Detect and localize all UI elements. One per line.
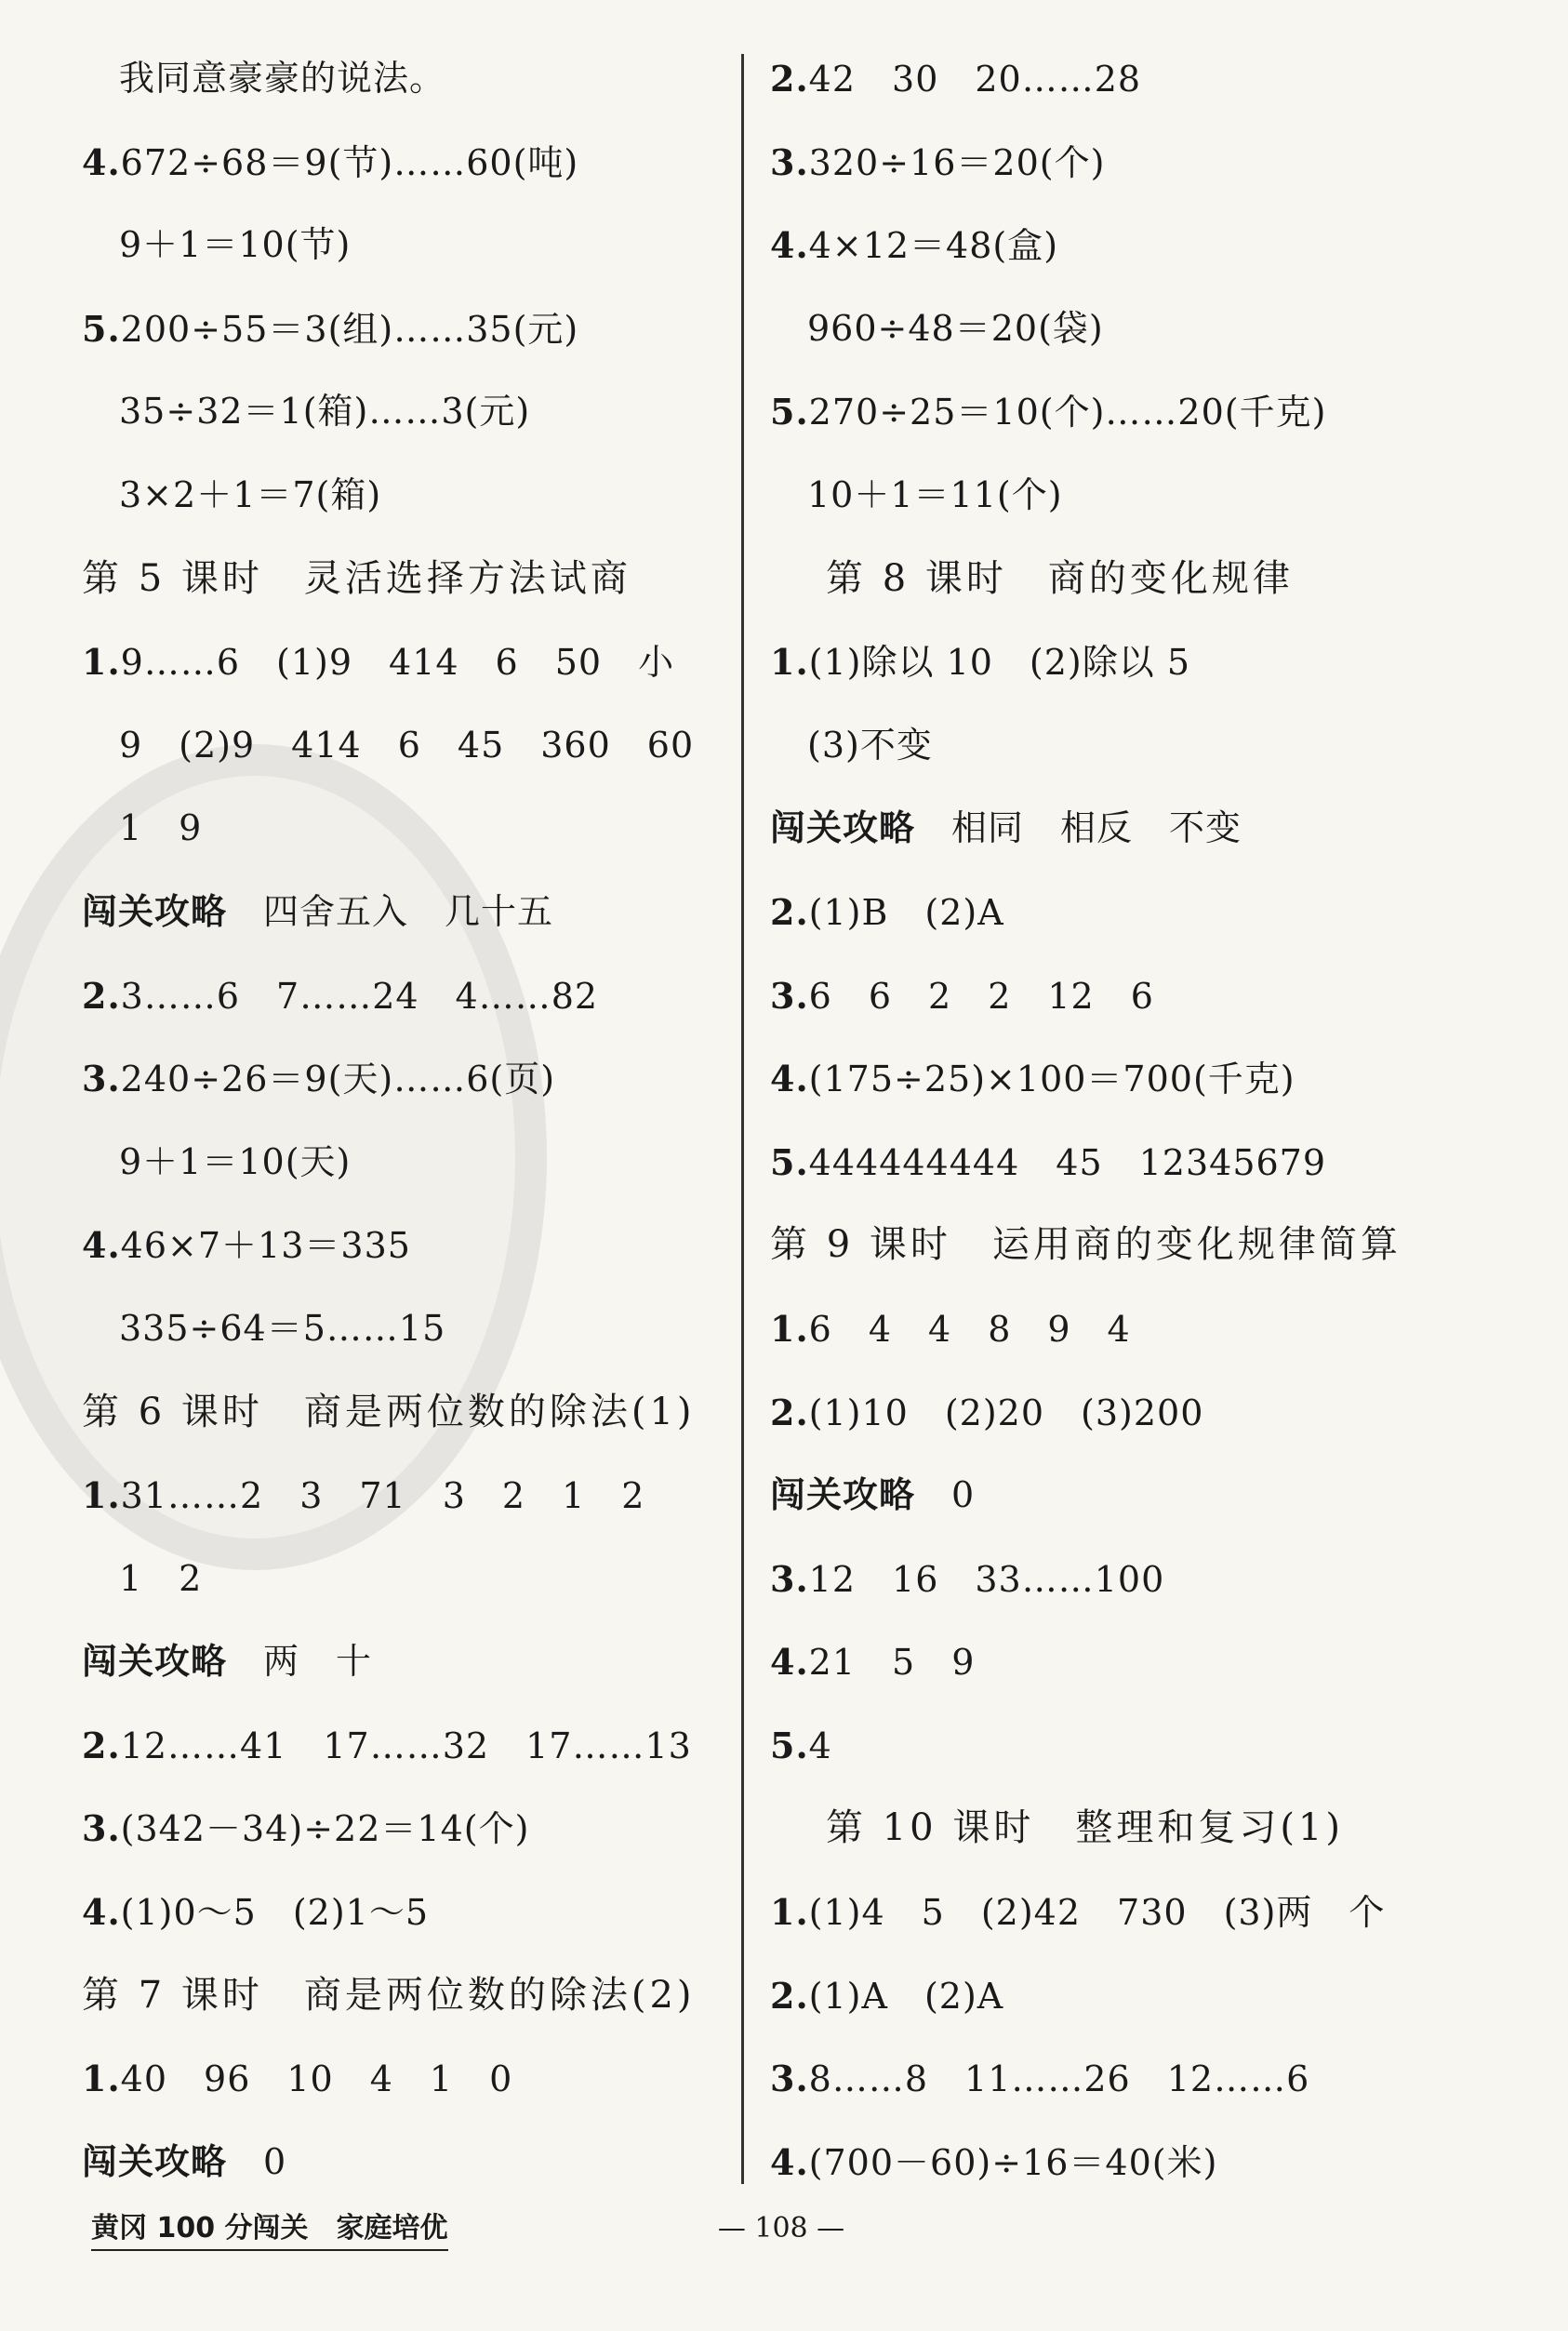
item-number: 2. [770,1974,809,2017]
strategy-line [82,871,733,954]
answer-item [770,1287,1440,1371]
answer-item [770,1704,1440,1788]
item-answer: 21 5 9 [808,1642,976,1684]
answer-item [770,1620,1440,1704]
answer-item [82,1871,733,1954]
item-number: 3. [770,974,809,1017]
answer-item [770,204,1440,287]
strategy-label: 闯关攻略 [82,2140,228,2182]
lesson-heading: 第 6 课时 商是两位数的除法(1) [82,1390,696,1433]
answer-item [770,1371,1440,1455]
answer-item [770,620,1440,704]
lesson-heading: 第 7 课时 商是两位数的除法(2) [82,1973,696,2017]
answer-item [770,1954,1440,2038]
item-answer: (1)B (2)A [808,891,1004,933]
strategy-label: 闯关攻略 [770,807,916,849]
item-answer: 3……6 7……24 4……82 [120,975,599,1017]
answer-item [770,1121,1440,1205]
item-number: 3. [770,1557,809,1600]
item-number: 5. [770,1724,809,1766]
strategy-answer: 0 [227,2140,287,2182]
item-number: 4. [82,1891,121,1934]
item-answer: 444444444 45 12345679 [808,1141,1327,1183]
strategy-line [82,2121,733,2204]
page-footer [0,2208,1568,2249]
answer-item [82,121,733,205]
item-answer: 40 96 10 4 1 0 [120,2058,513,2100]
item-answer: 8……8 11……26 12……6 [808,2058,1310,2100]
answer-item [770,370,1440,454]
item-answer: 12……41 17……32 17……13 [120,1725,692,1766]
strategy-answer: 相同 相反 不变 [915,807,1242,849]
item-answer: 270÷25＝10(个)……20(千克) [808,392,1327,433]
item-number: 4. [82,140,121,183]
answer-item [82,1454,733,1538]
column-divider [741,54,744,2184]
strategy-line [770,787,1440,871]
item-number: 4. [770,1058,809,1100]
item-number: 1. [770,1891,809,1934]
strategy-answer: 0 [915,1474,976,1516]
answer-continuation: 9 (2)9 414 6 45 360 60 [119,724,695,766]
item-number: 3. [82,1058,121,1100]
answer-item [770,1037,1440,1121]
item-answer: (1)0～5 (2)1～5 [120,1892,430,1934]
answer-continuation: 9＋1＝10(节) [119,224,352,266]
item-number: 5. [770,391,809,433]
answer-continuation: 960÷48＝20(袋) [807,307,1104,349]
strategy-label: 闯关攻略 [82,1641,228,1683]
item-answer: 200÷55＝3(组)……35(元) [120,308,579,350]
answer-continuation: 35÷32＝1(箱)……3(元) [119,391,531,433]
answer-item [770,1538,1440,1621]
item-answer: 46×7＋13＝335 [120,1225,411,1267]
item-answer: 12 16 33……100 [808,1558,1165,1600]
item-answer: 4 [808,1725,832,1766]
answer-continuation: 10＋1＝11(个) [807,473,1063,515]
item-number: 2. [770,58,809,100]
answer-continuation: 335÷64＝5……15 [119,1307,446,1349]
item-number: 4. [770,224,809,267]
answer-continuation: 我同意豪豪的说法。 [119,58,446,99]
answer-continuation: 9＋1＝10(天) [119,1140,352,1182]
right-column [770,37,1440,2204]
item-number: 2. [82,974,121,1017]
item-number: 3. [770,2058,809,2100]
answer-item [770,871,1440,954]
item-answer: 672÷68＝9(节)……60(吨) [120,141,579,183]
item-answer: (1)除以 10 (2)除以 5 [808,642,1191,684]
item-answer: (1)10 (2)20 (3)200 [808,1392,1204,1433]
item-number: 2. [770,890,809,933]
item-answer: (342－34)÷22＝14(个) [120,1808,530,1850]
item-answer: 6 6 2 2 12 6 [808,975,1154,1017]
item-answer: 4×12＝48(盒) [808,225,1059,267]
item-number: 4. [770,1641,809,1684]
lesson-heading: 第 8 课时 商的变化规律 [826,556,1294,600]
item-answer: 240÷26＝9(天)……6(页) [120,1059,556,1100]
answer-item [82,1037,733,1121]
answer-item [770,1871,1440,1954]
item-number: 2. [770,1391,809,1433]
strategy-label: 闯关攻略 [82,890,228,932]
footer-brand: 黄冈 100 分闯关 家庭培优 [91,2208,448,2251]
answer-item [82,287,733,371]
left-column [82,37,733,2204]
answer-item [82,1787,733,1871]
lesson-heading: 第 5 课时 灵活选择方法试商 [82,556,631,600]
strategy-label: 闯关攻略 [770,1474,916,1516]
item-answer: (1)A (2)A [808,1975,1004,2017]
item-answer: (175÷25)×100＝700(千克) [808,1059,1296,1100]
item-number: 2. [82,1724,121,1766]
item-number: 1. [82,641,121,684]
answer-item [82,1704,733,1788]
answer-continuation: (3)不变 [807,724,933,766]
item-number: 3. [770,140,809,183]
item-number: 4. [770,2140,809,2183]
answer-item [770,37,1440,121]
item-answer: (1)4 5 (2)42 730 (3)两 个 [808,1892,1386,1934]
item-answer: (700－60)÷16＝40(米) [808,2141,1218,2183]
lesson-heading: 第 9 课时 运用商的变化规律简算 [770,1223,1402,1267]
item-answer: 31……2 3 71 3 2 1 2 [120,1475,645,1517]
item-answer: 42 30 20……28 [808,59,1142,100]
answer-continuation: 1 2 [119,1557,203,1599]
page-number: — 108 — [717,2212,845,2244]
item-number: 1. [82,1474,121,1517]
answer-item [82,954,733,1038]
strategy-line [770,1454,1440,1538]
item-number: 1. [770,641,809,684]
item-number: 5. [770,1140,809,1183]
item-answer: 9……6 (1)9 414 6 50 小 [120,642,675,684]
answer-continuation: 3×2＋1＝7(箱) [119,473,382,515]
answer-item [770,121,1440,205]
item-number: 5. [82,307,121,350]
item-number: 3. [82,1807,121,1850]
strategy-line [82,1620,733,1704]
item-number: 1. [82,2058,121,2100]
answer-item [770,2037,1440,2121]
answer-item [770,2121,1440,2204]
item-answer: 320÷16＝20(个) [808,141,1106,183]
answer-item [770,954,1440,1038]
strategy-answer: 四舍五入 几十五 [227,890,554,932]
answer-continuation: 1 9 [119,807,203,849]
strategy-answer: 两 十 [227,1641,373,1683]
item-answer: 6 4 4 8 9 4 [808,1308,1131,1350]
lesson-heading: 第 10 课时 整理和复习(1) [826,1806,1344,1850]
answer-item [82,2037,733,2121]
answer-item [82,1204,733,1287]
answer-item [82,620,733,704]
item-number: 1. [770,1307,809,1350]
item-number: 4. [82,1224,121,1267]
